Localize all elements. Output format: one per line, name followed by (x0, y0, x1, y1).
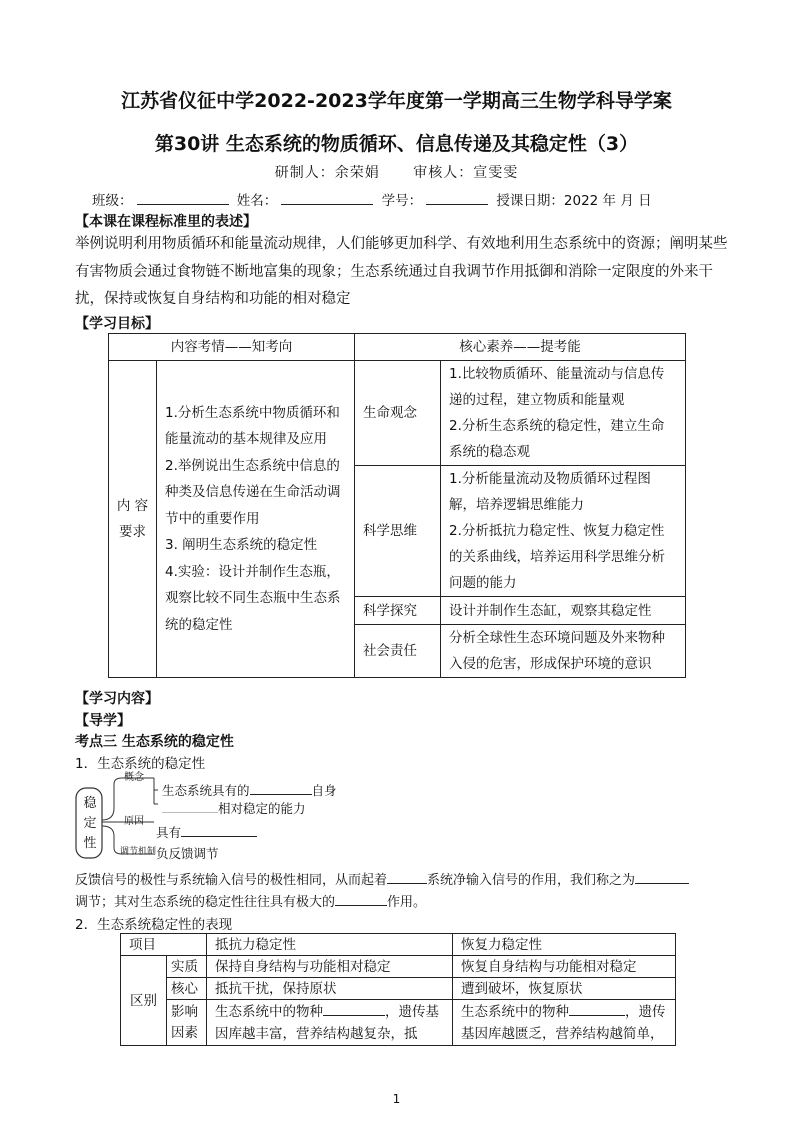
reviewer-label: 审核人：宣雯雯 (413, 165, 519, 181)
literacy-item: 分析全球性生态环境问题及外来物种入侵的危害，形成保护环境的意识 (449, 630, 665, 672)
reason-text: 具有 (156, 825, 182, 840)
reason-blank[interactable] (181, 822, 257, 837)
concept-line-2 (162, 798, 306, 817)
label-mechanism: 调节机制 (120, 847, 157, 857)
content-heading: 【学习内容】 (75, 691, 159, 707)
literacy-name: 科学思维 (355, 466, 441, 597)
concept-text-c: 相对稳定的能力 (218, 801, 306, 816)
feedback-text-c: 调节；其对生态系统的稳定性往往具有极大的 (75, 895, 336, 910)
literacy-name: 生命观念 (355, 361, 441, 466)
table-header-resist: 抵抗力稳定性 (207, 934, 453, 956)
literacy-name: 社会责任 (355, 625, 441, 678)
label-reason: 原因 (124, 816, 144, 827)
feedback-blank-2[interactable] (635, 869, 689, 884)
factor-recover-b: ，遗传基因库越匮乏，营养结构越简单， (461, 1003, 666, 1042)
topic-heading: 考点三 生态系统的稳定性 (75, 734, 234, 750)
concept-line-1 (162, 780, 337, 799)
goals-content-cell (157, 361, 355, 678)
student-id-label: 学号： (381, 193, 423, 209)
feedback-blank-1[interactable] (387, 869, 427, 884)
factor-recover (453, 1000, 676, 1046)
feedback-text-a: 反馈信号的极性与系统输入信号的极性相同，从而起着 (75, 873, 388, 888)
factor-resist-blank[interactable] (323, 1001, 385, 1016)
literacy-items (441, 466, 686, 597)
literacy-items (441, 597, 686, 625)
mechanism-text: 负反馈调节 (156, 846, 219, 861)
literacy-item: 1.比较物质循环、能量流动与信息传递的过程，建立物质和能量观 (449, 366, 665, 408)
row-label: 实质 (167, 956, 207, 978)
table-group-label: 区别 (121, 956, 167, 1046)
factor-resist-b: ，遗传基因库越丰富，营养结构越复杂，抵 (215, 1003, 439, 1042)
table-header-item: 项目 (121, 934, 207, 956)
goals-table (108, 333, 686, 678)
page-number: 1 (392, 1092, 401, 1106)
stability-diagram (74, 770, 374, 862)
document-title: 江苏省仪征中学2022-2023学年度第一学期高三生物学科导学案 (121, 90, 672, 112)
concept-text-a: 生态系统具有的 (162, 783, 250, 798)
standard-heading: 【本课在课程标准里的表述】 (75, 214, 257, 230)
diagram-center-label: 稳定性 (83, 796, 97, 851)
feedback-line-2 (75, 891, 426, 910)
reason-line (156, 822, 257, 841)
table-header-recover: 恢复力稳定性 (453, 934, 676, 956)
name-label: 姓名： (236, 193, 278, 209)
goals-col2-header: 核心素养——提考能 (355, 334, 686, 361)
stability-table (120, 933, 676, 1046)
row-resist: 保持自身结构与功能相对稳定 (207, 956, 453, 978)
label-concept: 概念 (124, 772, 144, 783)
class-label: 班级： (92, 193, 133, 209)
student-info-line (92, 189, 656, 209)
class-field[interactable] (137, 190, 229, 205)
literacy-item: 2.分析抵抗力稳定性、恢复力稳定性的关系曲线，培养运用科学思维分析问题的能力 (449, 523, 665, 591)
author-label: 研制人：余荣娟 (274, 165, 380, 181)
item-1-heading: 1．生态系统的稳定性 (75, 756, 206, 772)
factor-recover-a: 生态系统中的物种 (461, 1003, 569, 1020)
lesson-title: 第30讲 生态系统的物质循环、信息传递及其稳定性（3） (154, 133, 639, 155)
name-field[interactable] (281, 190, 373, 205)
feedback-text-b: 系统净输入信号的作用，我们称之为 (427, 873, 636, 888)
goals-heading: 【学习目标】 (75, 316, 159, 332)
feedback-text-d: 作用。 (387, 895, 427, 910)
literacy-items (441, 625, 686, 678)
literacy-item: 设计并制作生态缸，观察其稳定性 (449, 602, 652, 619)
date-label: 授课日期：2022 年 月 日 (496, 193, 652, 209)
goals-col1-header: 内容考情——知考向 (109, 334, 355, 361)
content-line: 1.分析生态系统中物质循环和能量流动的基本规律及应用 (165, 404, 340, 448)
student-id-field[interactable] (426, 190, 488, 205)
factor-resist (207, 1000, 453, 1046)
literacy-name: 科学探究 (355, 597, 441, 625)
factor-resist-a: 生态系统中的物种 (215, 1003, 323, 1020)
content-line: 2.举例说出生态系统中信息的种类及信息传递在生命活动调节中的重要作用 (165, 457, 341, 527)
concept-blank[interactable] (250, 780, 312, 795)
literacy-item: 2.分析生态系统的稳定性，建立生命系统的稳态观 (449, 418, 665, 460)
content-line: 3. 阐明生态系统的稳定性 (165, 537, 318, 554)
goals-row-label: 内 容 要求 (109, 361, 157, 678)
literacy-items (441, 361, 686, 466)
row-recover: 遭到破坏，恢复原状 (453, 978, 676, 1000)
feedback-line-1 (75, 869, 689, 888)
factor-label: 影响因素 (167, 1000, 207, 1046)
factor-recover-blank[interactable] (569, 1001, 625, 1016)
feedback-blank-3[interactable] (335, 891, 387, 906)
row-resist: 抵抗干扰，保持原状 (207, 978, 453, 1000)
literacy-item: 1.分析能量流动及物质循环过程图解，培养逻辑思维能力 (449, 471, 651, 513)
concept-blank-2[interactable] (162, 798, 218, 813)
guide-heading: 【导学】 (75, 713, 131, 729)
row-label: 核心 (167, 978, 207, 1000)
standard-text: 举例说明利用物质循环和能量流动规律，人们能够更加科学、有效地利用生态系统中的资源；阐明某些有害物质会通过食物链不断地富集的现象；生态系统通过自我调节作用抵御和消除一定限度的外来干扰，保持或恢复自身结构和功能的相对稳定 (75, 236, 728, 307)
authors-line (0, 162, 793, 182)
concept-text-b: 自身 (311, 783, 337, 798)
row-recover: 恢复自身结构与功能相对稳定 (453, 956, 676, 978)
content-line: 4.实验：设计并制作生态瓶，观察比较不同生态瓶中生态系统的稳定性 (165, 563, 341, 633)
item-2-heading: 2．生态系统稳定性的表现 (75, 917, 233, 933)
